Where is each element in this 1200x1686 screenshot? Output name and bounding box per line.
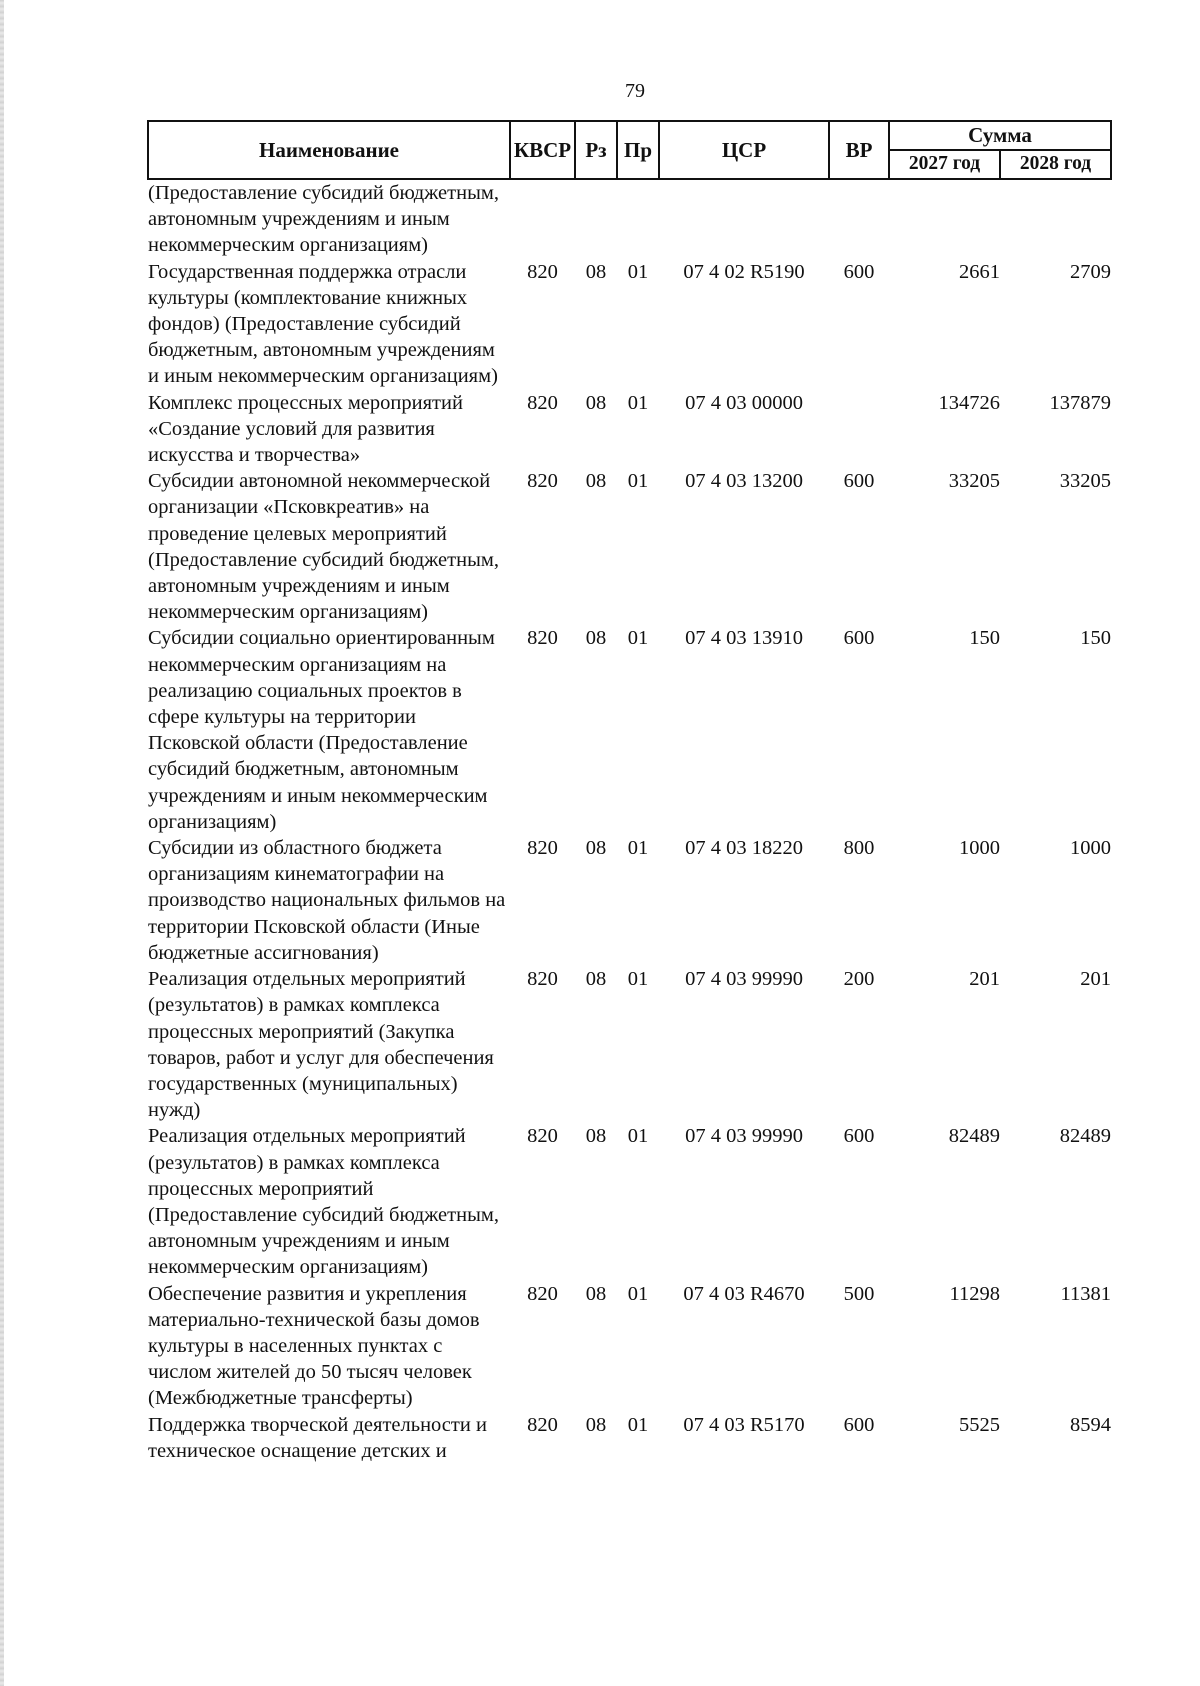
row-vr-cell: 600 <box>843 470 875 493</box>
row-name-cell: Государственная поддержка отрасли культуры (комплектование книжных фондов) (Предоставление субсидий бюджетным, автономным учреждениям и иным некоммерческим организациям) <box>148 260 498 388</box>
row-csr-cell: 07 4 03 R4670 <box>683 1282 805 1305</box>
row-pr-cell: 01 <box>627 1282 649 1305</box>
col-rz-header: Рз <box>575 121 617 179</box>
row-sum-2028-cell: 33205 <box>1059 470 1111 493</box>
scan-edge <box>0 0 4 1686</box>
row-sum-2027-cell: 5525 <box>959 1413 1000 1436</box>
row-csr-cell: 07 4 03 R5170 <box>683 1413 805 1436</box>
row-name-cell: Субсидии автономной некоммерческой организации «Псковкреатив» на проведение целевых мероприятий (Предоставление субсидий бюджетным, автономным учреждениям и иным некоммерческим организациям) <box>148 470 499 624</box>
row-kvsr-cell: 820 <box>527 1282 558 1305</box>
row-vr-cell <box>829 390 889 469</box>
row-kvsr-cell: 820 <box>527 260 558 283</box>
row-rz-cell: 08 <box>585 1125 607 1148</box>
row-vr-cell: 600 <box>843 260 875 283</box>
col-2027-header: 2027 год <box>889 150 1000 179</box>
row-kvsr-cell: 820 <box>527 1125 558 1148</box>
row-vr-cell: 600 <box>843 1125 875 1148</box>
row-name-cell: Реализация отдельных мероприятий (результатов) в рамках комплекса процессных мероприятий (Закупка товаров, работ и услуг для обеспечения государственных (муниципальных) нужд) <box>148 968 494 1122</box>
row-sum-2028-cell: 11381 <box>1060 1282 1111 1305</box>
row-csr-cell: 07 4 03 13200 <box>685 470 803 493</box>
row-vr-cell: 600 <box>843 627 875 650</box>
row-pr-cell: 01 <box>627 391 649 414</box>
row-vr-cell: 600 <box>843 1413 875 1436</box>
row-rz-cell: 08 <box>585 1282 607 1305</box>
col-csr-header: ЦСР <box>659 121 829 179</box>
row-name-cell: Реализация отдельных мероприятий (результатов) в рамках комплекса процессных мероприятий (Предоставление субсидий бюджетным, автономным учреждениям и иным некоммерческим организациям) <box>148 1125 499 1279</box>
col-2028-header: 2028 год <box>1000 150 1111 179</box>
row-sum-2027-cell: 150 <box>969 627 1000 650</box>
table-header <box>148 121 1111 179</box>
row-sum-2028-cell: 150 <box>1080 627 1111 650</box>
row-rz-cell <box>575 179 617 259</box>
col-kvsr-header: КВСР <box>510 121 575 179</box>
row-sum-2028-cell <box>1000 179 1111 259</box>
row-kvsr-cell: 820 <box>527 837 558 860</box>
row-kvsr-cell: 820 <box>527 391 558 414</box>
row-pr-cell: 01 <box>627 837 649 860</box>
row-csr-cell <box>659 179 829 259</box>
row-kvsr-cell: 820 <box>527 470 558 493</box>
page-number: 79 <box>625 80 645 102</box>
row-pr-cell <box>617 179 659 259</box>
row-sum-2027-cell: 11298 <box>949 1282 1000 1305</box>
table-row <box>148 468 1111 625</box>
col-pr-header: Пр <box>617 121 659 179</box>
row-name-cell: Субсидии из областного бюджета организациям кинематографии на производство национальных фильмов на территории Псковской области (Иные бюджетные ассигнования) <box>148 837 506 964</box>
table-row <box>148 1281 1111 1412</box>
row-sum-2028-cell: 2709 <box>1070 260 1111 283</box>
row-sum-2027-cell <box>889 179 1000 259</box>
row-name-cell: (Предоставление субсидий бюджетным, автономным учреждениям и иным некоммерческим организациям) <box>148 182 499 257</box>
row-vr-cell: 500 <box>843 1282 875 1305</box>
row-csr-cell: 07 4 02 R5190 <box>683 260 805 283</box>
table-row <box>148 625 1111 835</box>
row-sum-2027-cell: 1000 <box>959 837 1000 860</box>
row-csr-cell: 07 4 03 13910 <box>685 627 803 650</box>
row-sum-2027-cell: 134726 <box>938 391 1000 414</box>
row-sum-2027-cell: 82489 <box>948 1125 1000 1148</box>
row-vr-cell: 800 <box>843 837 875 860</box>
row-vr-cell <box>829 179 889 259</box>
row-pr-cell: 01 <box>627 1125 649 1148</box>
row-kvsr-cell: 820 <box>527 1413 558 1436</box>
row-pr-cell: 01 <box>627 470 649 493</box>
row-csr-cell: 07 4 03 99990 <box>685 968 803 991</box>
row-csr-cell: 07 4 03 00000 <box>685 391 803 414</box>
row-vr-cell: 200 <box>843 968 875 991</box>
row-rz-cell: 08 <box>585 837 607 860</box>
table-row <box>148 1412 1111 1464</box>
row-rz-cell: 08 <box>585 968 607 991</box>
table-row <box>148 179 1111 259</box>
row-sum-2028-cell: 1000 <box>1070 837 1111 860</box>
budget-table <box>147 120 1112 1464</box>
table-row <box>148 966 1111 1123</box>
row-sum-2028-cell: 201 <box>1080 968 1111 991</box>
col-name-header: Наименование <box>148 121 510 179</box>
row-sum-2028-cell: 137879 <box>1049 391 1111 414</box>
row-rz-cell: 08 <box>585 391 607 414</box>
row-rz-cell: 08 <box>585 1413 607 1436</box>
row-kvsr-cell <box>510 179 575 259</box>
table-row <box>148 835 1111 966</box>
row-sum-2028-cell: 82489 <box>1059 1125 1111 1148</box>
col-sum-header: Сумма <box>889 121 1111 150</box>
row-name-cell: Обеспечение развития и укрепления материально-технической базы домов культуры в населенных пунктах с числом жителей до 50 тысяч человек (Межбюджетные трансферты) <box>148 1282 480 1410</box>
row-rz-cell: 08 <box>585 470 607 493</box>
row-name-cell: Поддержка творческой деятельности и техническое оснащение детских и <box>148 1413 487 1462</box>
row-csr-cell: 07 4 03 99990 <box>685 1125 803 1148</box>
row-sum-2027-cell: 201 <box>969 968 1000 991</box>
row-sum-2028-cell: 8594 <box>1070 1413 1111 1436</box>
row-name-cell: Субсидии социально ориентированным некоммерческим организациям на реализацию социальных проектов в сфере культуры на территории Псковской области (Предоставление субсидий бюджетным, автономным учреждениям и иным некоммерческим организациям) <box>148 627 495 833</box>
col-vr-header: ВР <box>829 121 889 179</box>
table-row <box>148 259 1111 390</box>
row-pr-cell: 01 <box>627 1413 649 1436</box>
row-rz-cell: 08 <box>585 260 607 283</box>
table-row <box>148 1123 1111 1280</box>
row-pr-cell: 01 <box>627 260 649 283</box>
table-body <box>148 179 1111 1464</box>
row-name-cell: Комплекс процессных мероприятий «Создание условий для развития искусства и творчества» <box>148 391 463 467</box>
row-csr-cell: 07 4 03 18220 <box>685 837 803 860</box>
row-pr-cell: 01 <box>627 968 649 991</box>
row-kvsr-cell: 820 <box>527 627 558 650</box>
row-sum-2027-cell: 2661 <box>959 260 1000 283</box>
row-sum-2027-cell: 33205 <box>948 470 1000 493</box>
row-kvsr-cell: 820 <box>527 968 558 991</box>
row-pr-cell: 01 <box>627 627 649 650</box>
table-row <box>148 390 1111 469</box>
row-rz-cell: 08 <box>585 627 607 650</box>
